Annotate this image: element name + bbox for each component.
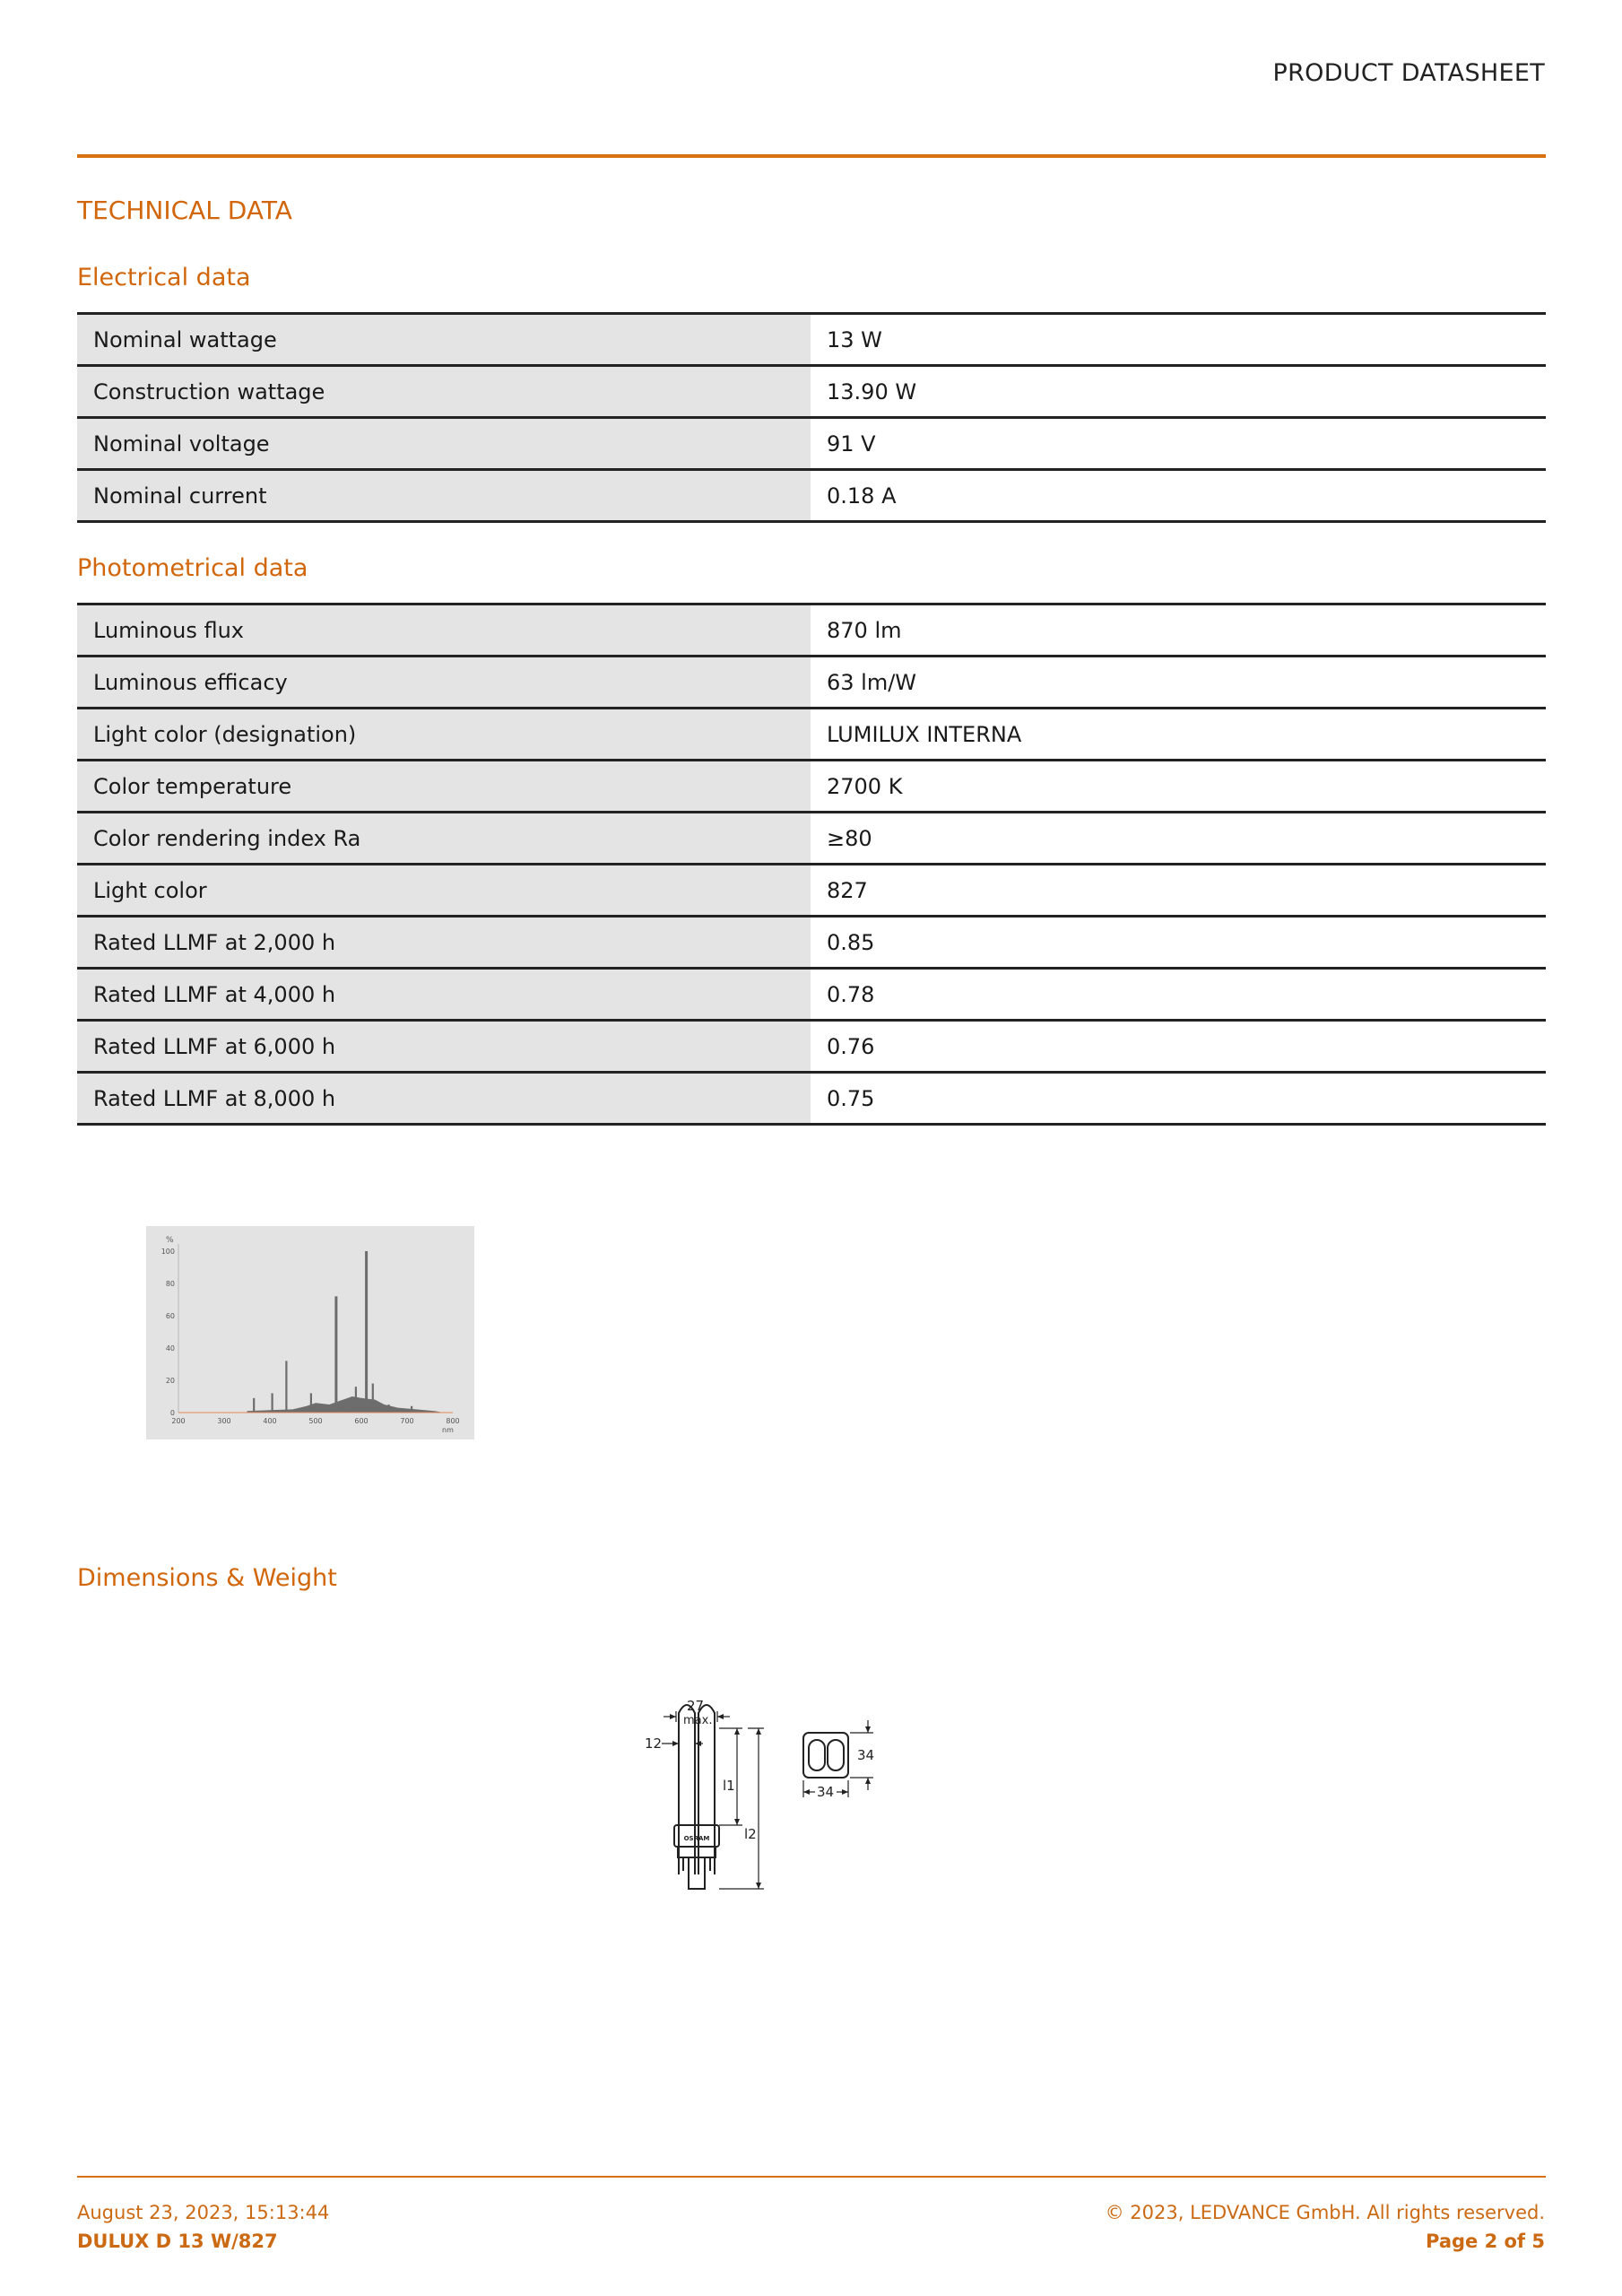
spec-value: 13 W [811,314,1546,366]
header-title: PRODUCT DATASHEET [1272,59,1545,87]
spec-label: Rated LLMF at 6,000 h [77,1021,811,1073]
photometrical-table [77,603,1546,1126]
dimension-drawing [644,1695,895,1915]
technical-data-title: TECHNICAL DATA [77,196,292,225]
l2-label: l2 [744,1826,757,1842]
spec-value: 0.78 [811,969,1546,1021]
spec-value: 91 V [811,418,1546,470]
spec-label: Luminous flux [77,604,811,657]
max-label: max. [683,1714,713,1727]
footer-rule [77,2176,1546,2178]
spec-value: 0.85 [811,917,1546,969]
spec-value: 870 lm [811,604,1546,657]
lamp-tube-right [698,1705,715,1874]
table-row [77,761,1546,813]
x-tick-label: 600 [354,1417,369,1425]
spec-label: Color temperature [77,761,811,813]
y-unit-label: % [166,1236,174,1245]
spec-value: 13.90 W [811,366,1546,418]
spec-label: Light color [77,865,811,917]
width-max-label: 27 [687,1698,705,1714]
spectrum-peak [272,1393,273,1413]
spec-label: Construction wattage [77,366,811,418]
spectrum-peak [285,1361,287,1413]
base-height-label: 34 [857,1747,875,1763]
base-slot-right [828,1740,844,1770]
footer-product: DULUX D 13 W/827 [77,2231,278,2252]
table-row [77,418,1546,470]
lamp-plug [689,1857,705,1889]
spectrum-peak [334,1296,337,1413]
x-tick-label: 500 [308,1417,323,1425]
table-row [77,917,1546,969]
spec-value: 0.75 [811,1073,1546,1125]
footer-copyright: © 2023, LEDVANCE GmbH. All rights reserved. [1105,2202,1545,2223]
spec-value: LUMILUX INTERNA [811,709,1546,761]
spectrum-peak [365,1251,368,1413]
dimensions-weight-title: Dimensions & Weight [77,1564,337,1592]
x-unit-label: nm [442,1426,454,1434]
y-tick-label: 20 [165,1377,175,1385]
spec-label: Rated LLMF at 2,000 h [77,917,811,969]
tube-diameter-label: 12 [645,1735,663,1752]
electrical-table [77,312,1546,523]
brand-label: OSRAM [683,1835,710,1842]
x-tick-label: 800 [446,1417,460,1425]
spec-label: Rated LLMF at 4,000 h [77,969,811,1021]
y-tick-label: 100 [160,1248,175,1256]
y-tick-label: 40 [165,1344,175,1352]
x-tick-label: 200 [171,1417,186,1425]
spec-label: Luminous efficacy [77,657,811,709]
spectrum-peak [372,1384,374,1413]
spec-value: 827 [811,865,1546,917]
table-row [77,366,1546,418]
x-tick-label: 400 [263,1417,277,1425]
spec-label: Nominal current [77,470,811,522]
spec-value: ≥80 [811,813,1546,865]
spectral-distribution-chart [146,1226,474,1439]
base-width-label: 34 [817,1784,835,1800]
table-row [77,1021,1546,1073]
x-tick-label: 300 [217,1417,231,1425]
y-tick-label: 80 [165,1280,175,1288]
spec-value: 0.18 A [811,470,1546,522]
spec-value: 2700 K [811,761,1546,813]
spec-label: Light color (designation) [77,709,811,761]
table-row [77,969,1546,1021]
spec-label: Rated LLMF at 8,000 h [77,1073,811,1125]
spectrum-peak [355,1387,357,1413]
table-row [77,813,1546,865]
table-row [77,470,1546,522]
table-row [77,865,1546,917]
spectrum-peak [388,1405,390,1413]
footer-date: August 23, 2023, 15:13:44 [77,2202,330,2223]
table-row [77,314,1546,366]
lamp-tube-left [679,1705,695,1874]
y-tick-label: 0 [169,1409,175,1417]
table-row [77,1073,1546,1125]
spec-label: Nominal voltage [77,418,811,470]
x-tick-label: 700 [400,1417,414,1425]
l1-label: l1 [723,1778,735,1794]
spectrum-peak [310,1393,312,1413]
header-rule [77,154,1546,158]
electrical-data-title: Electrical data [77,264,251,291]
base-slot-left [809,1740,825,1770]
table-row [77,604,1546,657]
footer-page: Page 2 of 5 [1426,2231,1545,2252]
y-tick-label: 60 [165,1312,175,1320]
spec-value: 63 lm/W [811,657,1546,709]
photometrical-data-title: Photometrical data [77,554,308,582]
lamp-base-lower [678,1847,716,1857]
spec-label: Nominal wattage [77,314,811,366]
table-row [77,709,1546,761]
spec-value: 0.76 [811,1021,1546,1073]
table-row [77,657,1546,709]
spectrum-peak [411,1406,412,1413]
spectrum-peak [253,1398,255,1413]
spec-label: Color rendering index Ra [77,813,811,865]
